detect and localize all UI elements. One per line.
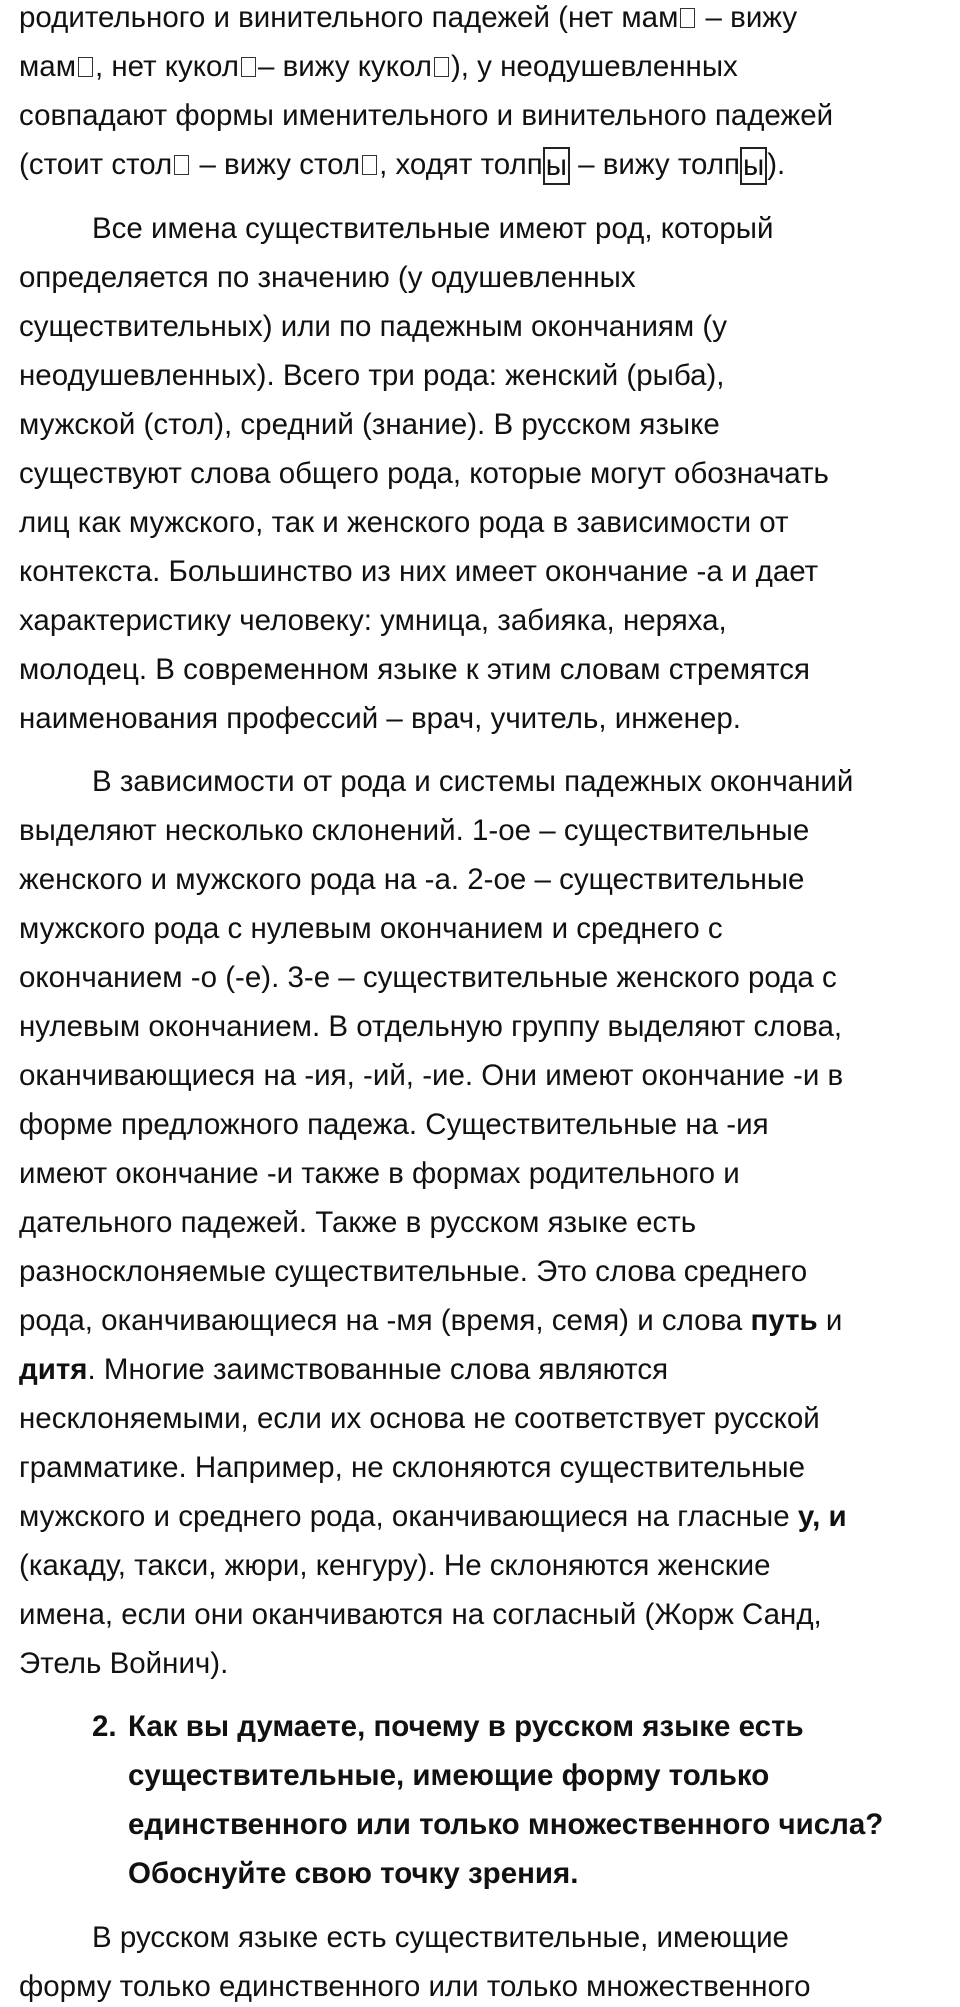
bold-word: путь: [750, 1304, 818, 1337]
bold-word: и: [828, 1500, 847, 1533]
text-line: грамматике. Например, не склоняются существительные: [19, 1451, 805, 1484]
text-line: мужского рода с нулевым окончанием и среднего с: [19, 912, 723, 945]
text-line: определяется по значению (у одушевленных: [19, 261, 636, 294]
question-line: Обоснуйте свою точку зрения.: [128, 1857, 579, 1890]
text-span: родительного и винительного падежей (нет мам: [19, 1, 679, 34]
text-line: молодец. В современном языке к этим словам стремятся: [19, 653, 810, 686]
text-line: (какаду, такси, жюри, кенгуру). Не склоняются женские: [19, 1549, 771, 1582]
text-line: дательного падежей. Также в русском языке есть: [19, 1206, 697, 1239]
text-span: мам: [19, 50, 76, 83]
question-line: существительные, имеющие форму только: [128, 1759, 770, 1792]
bold-word: дитя: [19, 1353, 88, 1386]
framed-ending: ы: [543, 147, 570, 185]
missing-glyph-box: [680, 8, 695, 28]
text-line: существуют слова общего рода, которые могут обозначать: [19, 457, 829, 490]
bold-text: ,: [812, 1500, 829, 1533]
text-span: – вижу толп: [569, 148, 741, 181]
text-line: женского и мужского рода на -а. 2-ое – существительные: [19, 863, 805, 896]
text-line: контекста. Большинство из них имеет окончание -а и дает: [19, 555, 819, 588]
text-line: [19, 145, 785, 185]
text-line: нулевым окончанием. В отдельную группу выделяют слова,: [19, 1010, 843, 1043]
missing-glyph-box: [241, 57, 256, 77]
text-line: существительных) или по падежным окончаниям (у: [19, 310, 727, 343]
text-span: ), у неодушевленных: [450, 50, 738, 83]
missing-glyph-box: [434, 57, 449, 77]
question-number: 2.: [92, 1710, 117, 1743]
text-line: [19, 47, 738, 87]
framed-ending: ы: [740, 147, 767, 185]
text-line: форму только единственного или только множественного: [19, 1970, 811, 2003]
text-span: – вижу: [697, 1, 798, 34]
text-line: лиц как мужского, так и женского рода в зависимости от: [19, 506, 789, 539]
text-line: неодушевленных). Всего три рода: женский (рыба),: [19, 359, 725, 392]
text-line: имена, если они оканчиваются на согласный (Жорж Санд,: [19, 1598, 822, 1631]
text-line: [19, 1301, 842, 1341]
text-line: В зависимости от рода и системы падежных окончаний: [92, 765, 854, 798]
bold-word: у: [797, 1500, 813, 1533]
text-span: , ходят толп: [379, 148, 543, 181]
question-line: единственного или только множественного числа?: [128, 1808, 884, 1841]
text-line: форме предложного падежа. Существительные на -ия: [19, 1108, 769, 1141]
text-line: [19, 1497, 847, 1537]
text-span: (стоит стол: [19, 148, 173, 181]
text-span: . Многие заимствованные слова являются: [87, 1353, 669, 1386]
text-span: рода, оканчивающиеся на -мя (время, семя) и слова: [19, 1304, 751, 1337]
text-line: оканчивающиеся на -ия, -ий, -ие. Они имеют окончание -и в: [19, 1059, 844, 1092]
text-line: наименования профессий – врач, учитель, инженер.: [19, 702, 741, 735]
text-span: , нет кукол: [94, 50, 239, 83]
text-line: совпадают формы именительного и винительного падежей: [19, 99, 834, 132]
text-line: мужской (стол), средний (знание). В русском языке: [19, 408, 720, 441]
text-line: имеют окончание -и также в формах родительного и: [19, 1157, 740, 1190]
text-line: Этель Войнич).: [19, 1647, 229, 1680]
text-line: разносклоняемые существительные. Это слова среднего: [19, 1255, 808, 1288]
missing-glyph-box: [78, 57, 93, 77]
text-line: несклоняемыми, если их основа не соответствует русской: [19, 1402, 820, 1435]
text-span: – вижу стол: [191, 148, 361, 181]
text-line: Все имена существительные имеют род, который: [92, 212, 774, 245]
text-line: характеристику человеку: умница, забияка, неряха,: [19, 604, 727, 637]
text-line: выделяют несколько склонений. 1-ое – существительные: [19, 814, 810, 847]
question-line: Как вы думаете, почему в русском языке есть: [128, 1710, 804, 1743]
missing-glyph-box: [362, 155, 377, 175]
text-span: – вижу кукол: [258, 50, 432, 83]
text-line: [19, 0, 797, 38]
text-span: и: [817, 1304, 843, 1337]
text-span: мужского и среднего рода, оканчивающиеся на гласные: [19, 1500, 798, 1533]
missing-glyph-box: [174, 155, 189, 175]
text-line: [19, 1350, 668, 1390]
text-span: ).: [767, 148, 786, 181]
text-line: В русском языке есть существительные, имеющие: [92, 1921, 789, 1954]
text-line: окончанием -о (-е). 3-е – существительные женского рода с: [19, 961, 837, 994]
